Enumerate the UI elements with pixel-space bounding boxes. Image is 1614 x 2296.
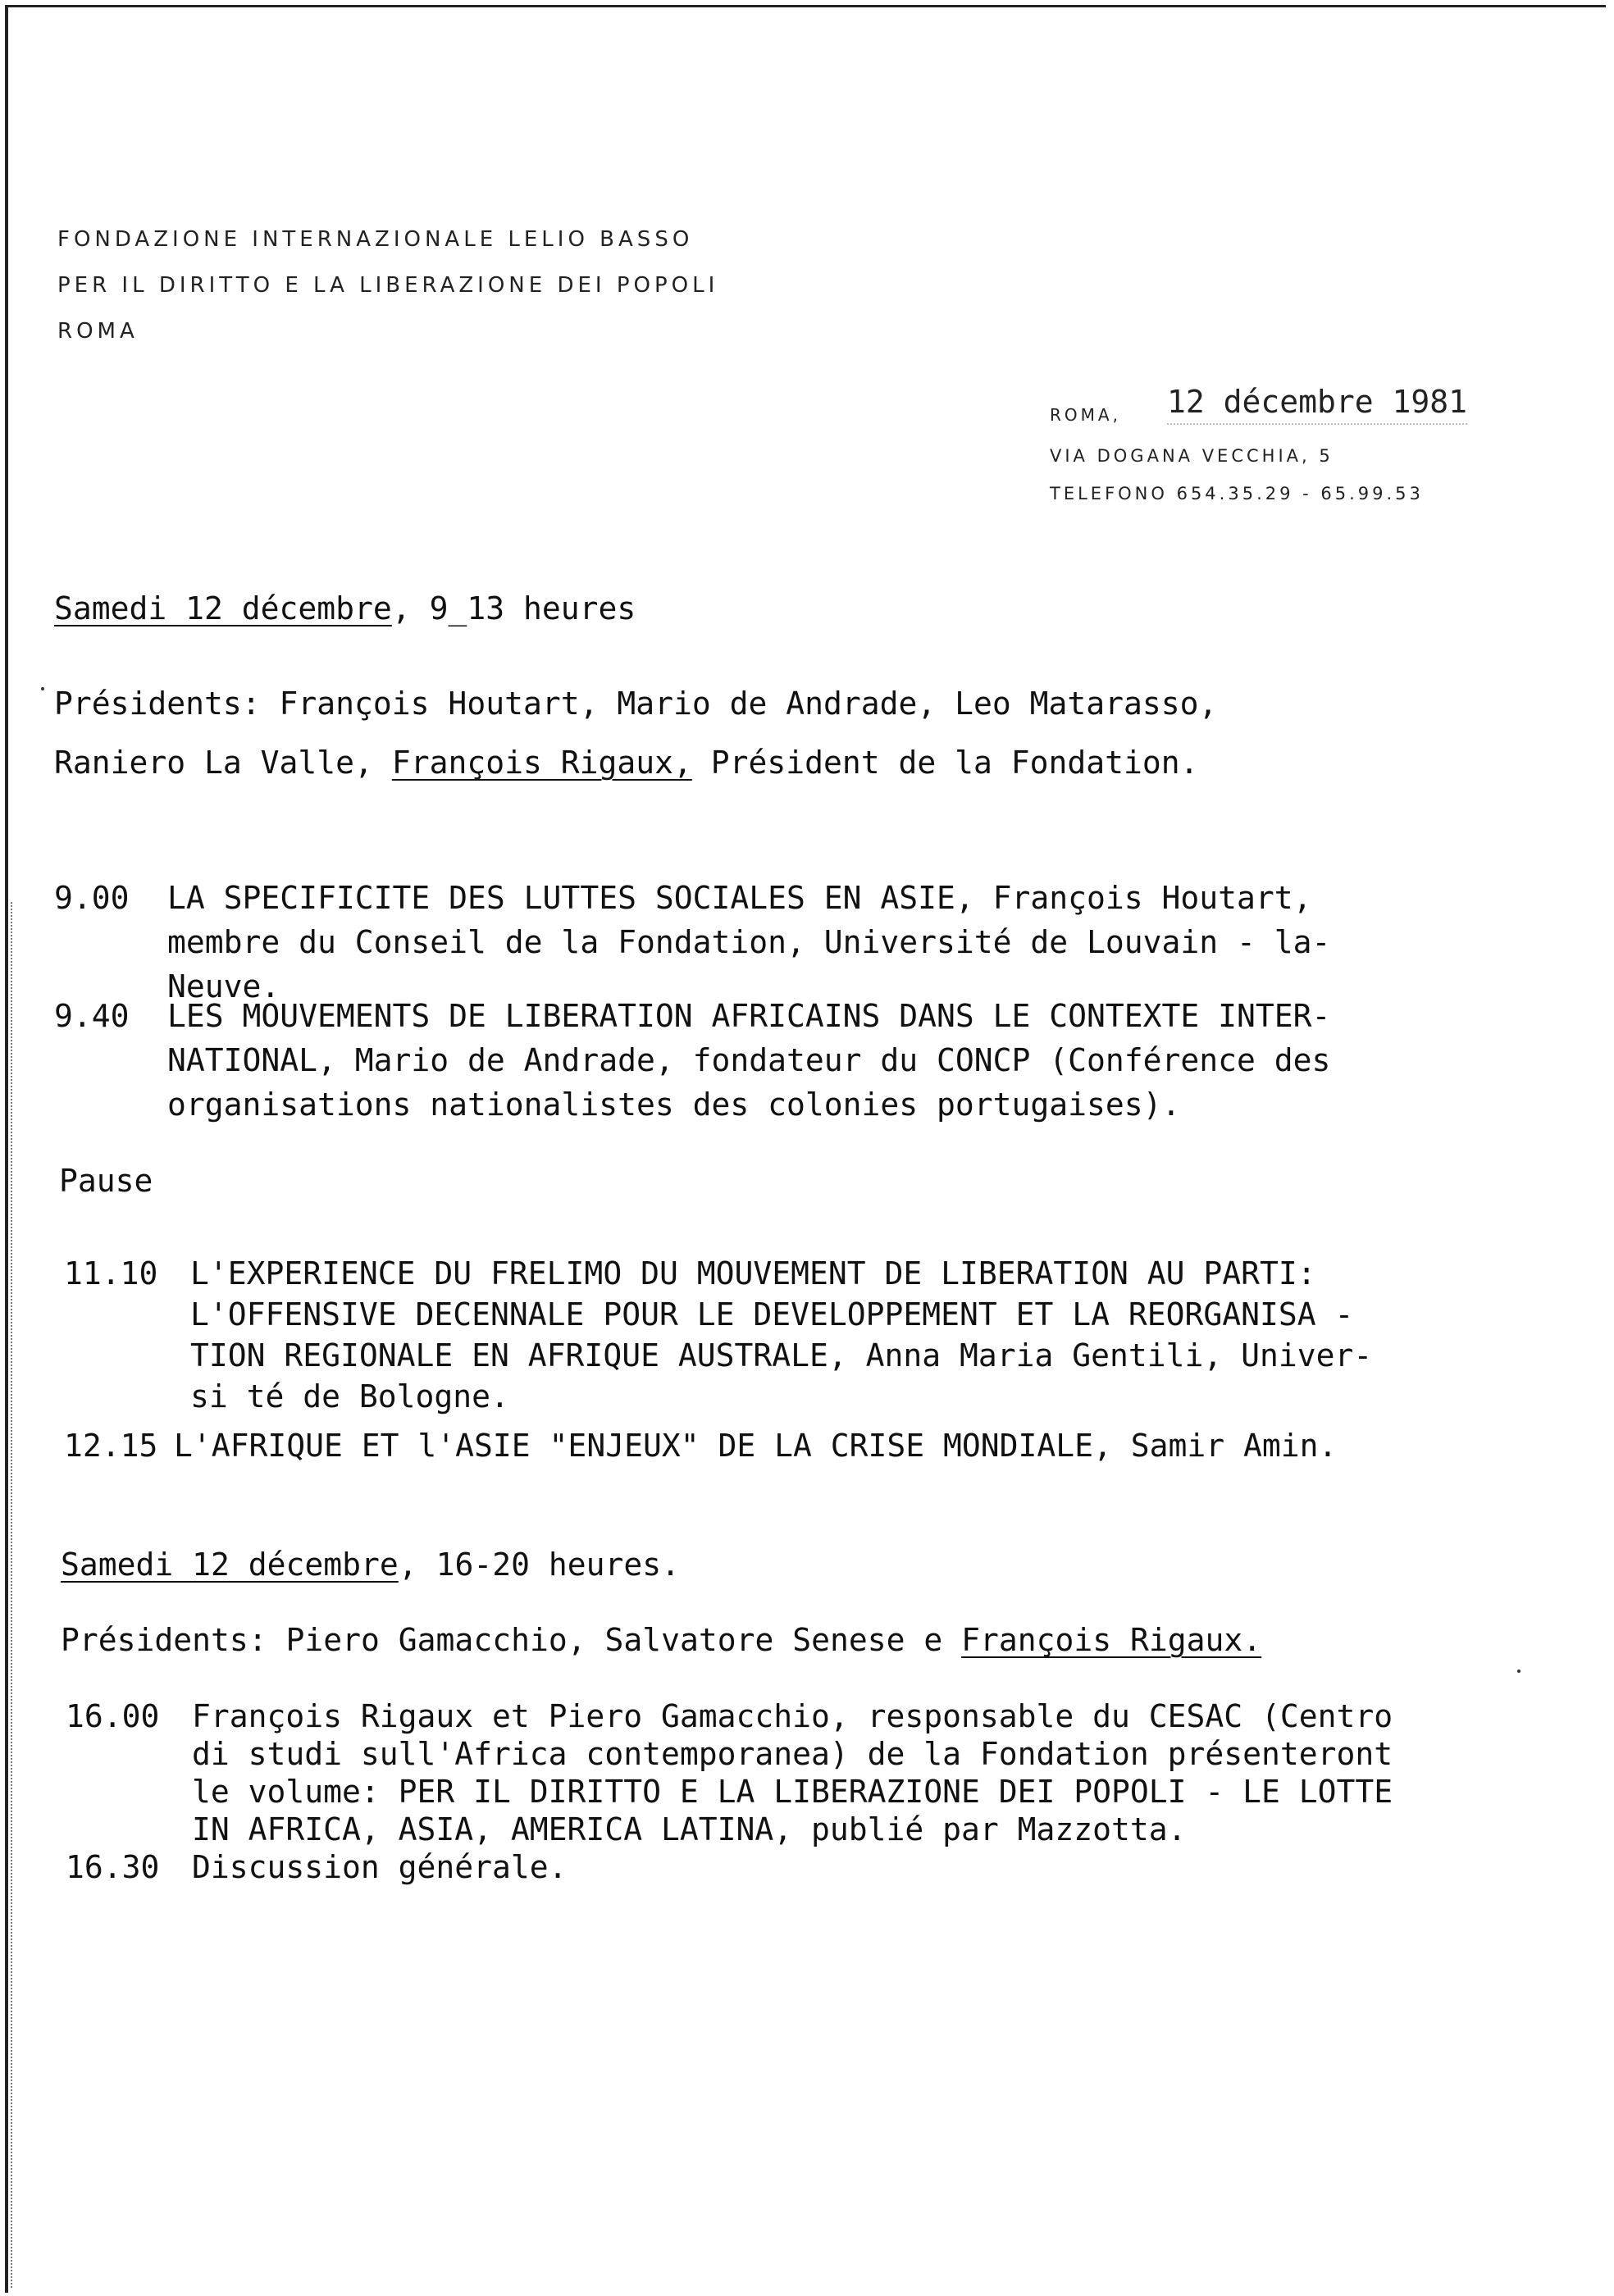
page-border-top xyxy=(7,5,1606,7)
item-line: L'EXPERIENCE DU FRELIMO DU MOUVEMENT DE LIBERATION AU PARTI: xyxy=(190,1255,1316,1292)
item-line: organisations nationalistes des colonies portugaises). xyxy=(167,1086,1181,1123)
item-line: membre du Conseil de la Fondation, Université de Louvain - la- xyxy=(167,924,1331,960)
letterhead-line-1: FONDAZIONE INTERNAZIONALE LELIO BASSO xyxy=(57,227,694,252)
letterhead-line-3: ROMA xyxy=(57,319,139,344)
item-line: LA SPECIFICITE DES LUTTES SOCIALES EN ASIE, François Houtart, xyxy=(167,880,1312,916)
item-line: Discussion générale. xyxy=(192,1849,568,1885)
item-time: 12.15 xyxy=(64,1428,158,1464)
session-2-presidents-rigaux: François Rigaux. xyxy=(961,1622,1262,1658)
item-line: L'OFFENSIVE DECENNALE POUR LE DEVELOPPEMENT ET LA REORGANISA - xyxy=(190,1296,1354,1332)
presidents-part-a: Raniero La Valle, xyxy=(54,745,392,781)
page-border-left-shadow xyxy=(11,902,12,2288)
item-time: 9.40 xyxy=(54,998,130,1034)
item-line: L'AFRIQUE ET l'ASIE "ENJEUX" DE LA CRISE MONDIALE, Samir Amin. xyxy=(174,1428,1338,1464)
address-street: VIA DOGANA VECCHIA, 5 xyxy=(1050,446,1334,466)
session-1-day: Samedi 12 décembre xyxy=(54,590,392,626)
date-row xyxy=(1050,384,1467,425)
session-2-presidents-a: Présidents: Piero Gamacchio, Salvatore Senese e xyxy=(61,1622,962,1658)
program-item xyxy=(64,1251,1598,1440)
program-item xyxy=(64,1424,1598,1473)
session-1-presidents-line-2 xyxy=(54,745,1199,781)
pause-label: Pause xyxy=(59,1163,153,1199)
letterhead-line-2: PER IL DIRITTO E LA LIBERAZIONE DEI POPOLI xyxy=(57,273,719,298)
letterhead xyxy=(57,223,718,361)
address-city: ROMA, xyxy=(1050,405,1121,425)
program-item xyxy=(54,994,1596,1133)
item-line: di studi sull'Africa contemporanea) de la Fondation présenteront xyxy=(192,1736,1393,1772)
item-time: 9.00 xyxy=(54,880,130,916)
session-1-presidents-line-1: Présidents: François Houtart, Mario de Andrade, Leo Matarasso, xyxy=(54,686,1218,722)
session-2-day: Samedi 12 décembre xyxy=(61,1547,399,1583)
presidents-rigaux: François Rigaux, xyxy=(391,745,692,781)
item-time: 16.00 xyxy=(66,1698,160,1734)
session-2-hours: , 16-20 heures. xyxy=(398,1547,680,1583)
item-line: si té de Bologne. xyxy=(190,1378,509,1414)
session-1-heading xyxy=(54,590,636,626)
item-line: LES MOUVEMENTS DE LIBERATION AFRICAINS DANS LE CONTEXTE INTER- xyxy=(167,998,1331,1034)
item-time: 16.30 xyxy=(66,1849,160,1885)
scan-speck xyxy=(1517,1670,1521,1673)
session-2-heading xyxy=(61,1547,680,1583)
item-line: NATIONAL, Mario de Andrade, fondateur du CONCP (Conférence des xyxy=(167,1042,1331,1078)
item-line: Neuve. xyxy=(167,968,280,1004)
letter-date: 12 décembre 1981 xyxy=(1167,384,1467,425)
address-block xyxy=(1050,384,1467,503)
session-2-presidents xyxy=(61,1622,1261,1658)
item-line: le volume: PER IL DIRITTO E LA LIBERAZIONE DEI POPOLI - LE LOTTE xyxy=(192,1774,1393,1810)
page-border-left xyxy=(5,5,8,2293)
item-time: 11.10 xyxy=(64,1255,158,1292)
item-line: IN AFRICA, ASIA, AMERICA LATINA, publié par Mazzotta. xyxy=(192,1811,1187,1847)
item-line: François Rigaux et Piero Gamacchio, responsable du CESAC (Centro xyxy=(192,1698,1393,1734)
address-phone: TELEFONO 654.35.29 - 65.99.53 xyxy=(1050,484,1424,503)
program-item xyxy=(66,1845,1607,1894)
scan-speck xyxy=(41,687,44,690)
presidents-part-c: Président de la Fondation. xyxy=(691,745,1199,781)
item-line: TION REGIONALE EN AFRIQUE AUSTRALE, Anna Maria Gentili, Univer- xyxy=(190,1337,1373,1374)
session-1-hours: , 9_13 heures xyxy=(391,590,636,626)
